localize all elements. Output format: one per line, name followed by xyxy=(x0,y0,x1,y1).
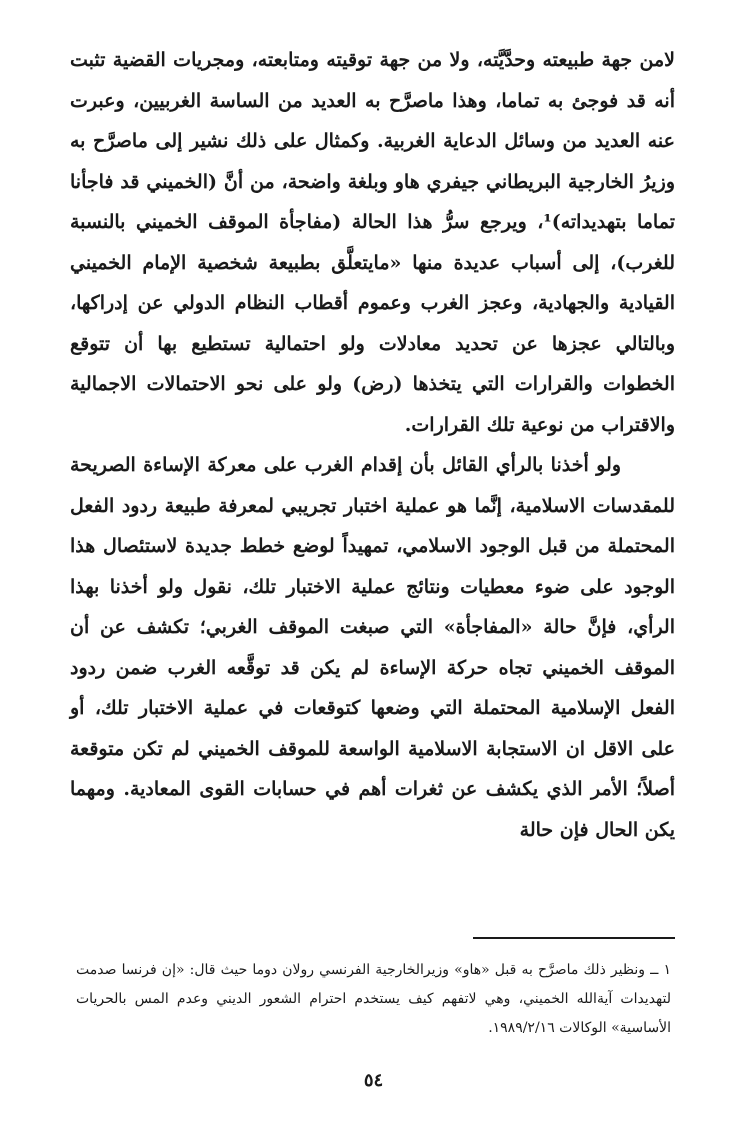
page-number: ٥٤ xyxy=(363,1070,384,1091)
footnotes xyxy=(76,956,671,1043)
body-text xyxy=(70,40,675,850)
paragraph-2: ولو أخذنا بالرأي القائل بأن إقدام الغرب على معركة الإساءة الصريحة للمقدسات الاسلامية، إنَّما هو عملية اختبار تجريبي لمعرفة طبيعة ردود الفعل المحتملة من قبل الوجود الاسلامي، تمهيداً لوضع خطط جديدة لاستئصال هذا الوجود على ضوء معطيات ونتائج عملية الاختبار تلك، نقول ولو أخذنا بهذا الرأي، فإنَّ حالة «المفاجأة» التي صبغت الموقف الغربي؛ تكشف عن أن الموقف الخميني تجاه حركة الإساءة لم يكن قد توقَّعه الغرب ضمن ردود الفعل الإسلامية المحتملة التي وضعها كتوقعات في عملية الاختبار تلك، أو على الاقل ان الاستجابة الاسلامية الواسعة للموقف الخميني لم تكن متوقعة أصلاً؛ الأمر الذي يكشف عن ثغرات أهم في حسابات القوى المعادية. ومهما يكن الحال فإن حالة xyxy=(70,454,675,841)
footnote-1: ١ ــ ونظير ذلك ماصرَّح به قبل «هاو» وزيرالخارجية الفرنسي رولان دوما حيث قال: «إن فرنسا صدمت لتهديدات آية‌الله الخميني، وهي لاتفهم كيف يستخدم احترام الشعور الديني وعدم المس بالحريات الأساسية» الوكالات ١٩٨٩/٢/١٦. xyxy=(76,962,671,1036)
footnote-separator xyxy=(473,937,675,939)
paragraph-1: لامن جهة طبيعته وحدَّيَّته، ولا من جهة توقيته ومتابعته، ومجريات القضية تثبت أنه قد فوجئ به تماما، وهذا ماصرَّح به العديد من الساسة الغربيين، وعبرت عنه العديد من وسائل الدعاية الغربية. وكمثال على ذلك نشير إلى ماصرَّح به وزيرُ الخارجية البريطاني جيفري هاو وبلغة واضحة، من أنَّ (الخميني قد فاجأنا تماما بتهديداته)¹، ويرجع سرُّ هذا الحالة (مفاجأة الموقف الخميني بالنسبة للغرب)، إلى أسباب عديدة منها «مايتعلَّق بطبيعة شخصية الإمام الخميني القيادية والجهادية، وعجز الغرب وعموم أقطاب النظام الدولي عن إدراكها، وبالتالي عجزها عن تحديد معادلات ولو احتمالية تستطيع بها أن تتوقع الخطوات والقرارات التي يتخذها (رض) ولو على نحو الاحتمالات الاجمالية والاقتراب من نوعية تلك القرارات. xyxy=(70,49,675,436)
